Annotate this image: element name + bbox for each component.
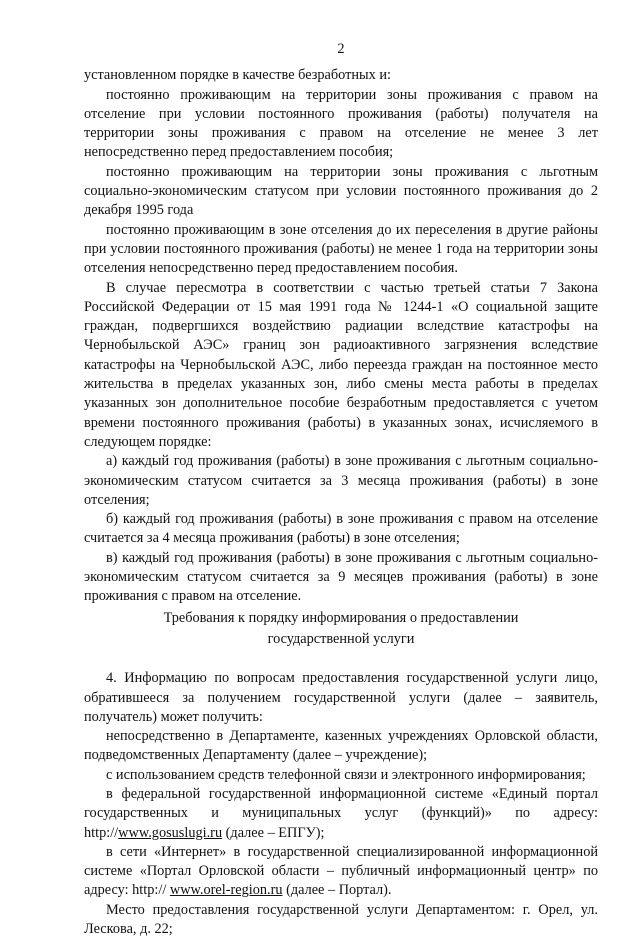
epgu-text: в федеральной государственной информационной системе «Единый портал государственных и муниципальных услуг (функций)» по адресу: http:// [84, 785, 598, 841]
portal-text: в сети «Интернет» в государственной специализированной информационной системе «Портал Орловской области – публичный информационный центр» по адресу: http:// [84, 843, 598, 899]
list-item-c: в) каждый год проживания (работы) в зоне проживания с льготным социально-экономическим статусом считается за 9 месяцев проживания (работы) в зоне проживания с правом на отселение. [84, 549, 598, 605]
paragraph-portal [84, 843, 598, 901]
list-item-b: б) каждый год проживания (работы) в зоне проживания с правом на отселение считается за 4 месяца проживания (работы) в зоне отселения; [84, 511, 598, 547]
paragraph-relocation-zone: постоянно проживающим на территории зоны проживания с правом на отселение при условии постоянного проживания (работы) получателя на территории зоны проживания с правом на отселение не менее 3 лет непосредственно перед предоставлением пособия; [84, 86, 598, 161]
gosuslugi-link[interactable]: www.gosuslugi.ru [118, 824, 223, 841]
section-heading-line2: государственной услуги [267, 630, 415, 647]
section-heading-line1: Требования к порядку информирования о предоставлении [163, 609, 519, 626]
page-number: 2 [337, 41, 345, 57]
orel-region-link[interactable]: www.orel-region.ru [169, 882, 283, 899]
paragraph-department: непосредственно в Департаменте, казенных учреждениях Орловской области, подведомственных Департаменту (далее – учреждение); [84, 728, 598, 764]
spacer [84, 649, 598, 669]
list-item-a: а) каждый год проживания (работы) в зоне проживания с льготным социально-экономическим статусом считается за 3 месяца проживания (работы) в зоне отселения; [84, 453, 598, 508]
paragraph-preferential-zone: постоянно проживающим на территории зоны проживания с льготным социально-экономическим статусом при условии постоянного проживания до 2 декабря 1995 года [84, 163, 598, 219]
portal-suffix: (далее – Портал). [282, 882, 392, 899]
paragraph-epgu [84, 785, 598, 843]
epgu-suffix: (далее – ЕПГУ); [222, 824, 325, 841]
paragraph-zone-revision: В случае пересмотра в соответствии с частью третьей статьи 7 Закона Российской Федерации от 15 мая 1991 года № 1244-1 «О социальной защите граждан, подвергшихся воздействию радиации вследствие катастрофы на Чернобыльской АЭС» границ зон радиоактивного загрязнения вследствие катастрофы на Чернобыльской АЭС, либо переезда граждан на постоянное место жительства в пределах указанных зон, либо смены места работы в пределах указанных зон дополнительное пособие безработным предоставляется с учетом времени постоянного проживания (работы) в указанных зонах, исчисляемого в следующем порядке: [84, 279, 598, 450]
paragraph-intro: установленном порядке в качестве безработных и: [84, 67, 391, 84]
paragraph-exclusion-zone: постоянно проживающим в зоне отселения до их переселения в другие районы при условии постоянного проживания (работы) не менее 1 года на территории зоны отселения непосредственно перед предоставлением пособия. [84, 221, 598, 277]
paragraph-service-location: Место предоставления государственной услуги Департаментом: г. Орел, ул. Лескова, д. 22; [84, 901, 598, 938]
paragraph-info-sources: 4. Информацию по вопросам предоставления государственной услуги лицо, обратившееся за получением государственной услуги (далее – заявитель, получатель) может получить: [84, 670, 598, 725]
paragraph-phone-info: с использованием средств телефонной связи и электронного информирования; [106, 766, 586, 783]
